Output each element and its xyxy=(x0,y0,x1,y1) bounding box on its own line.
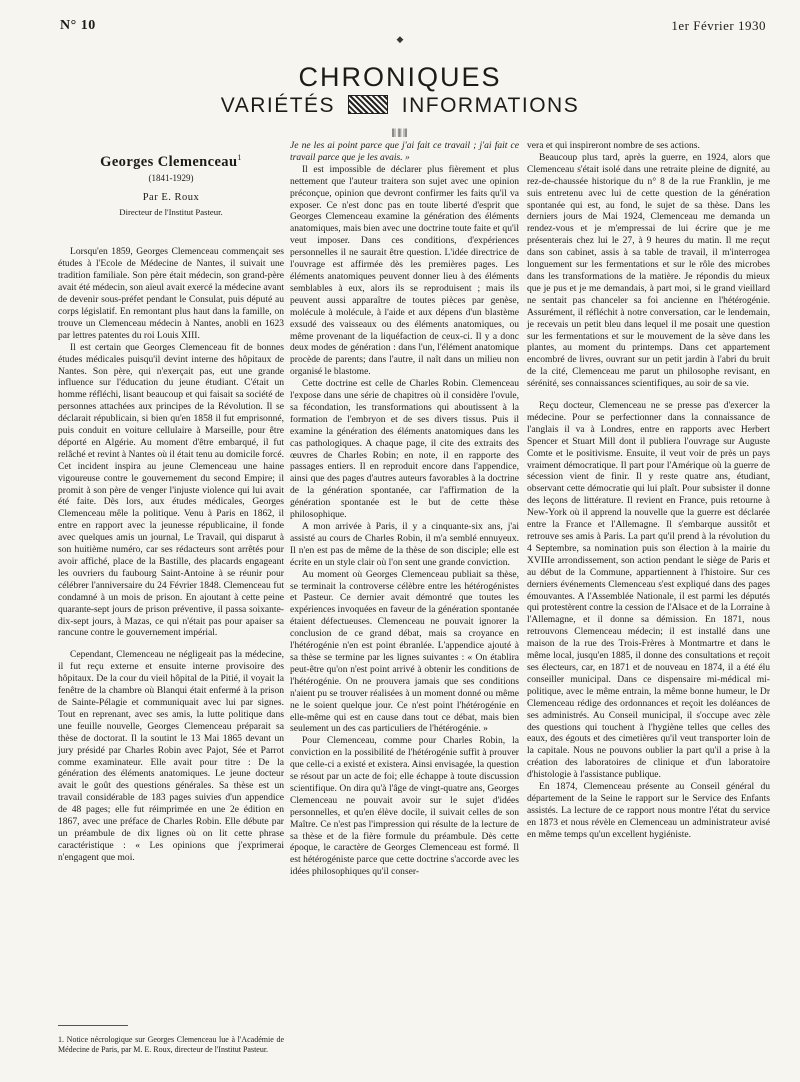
paragraph: Reçu docteur, Clemenceau ne se presse pas d'exercer la médecine. Pour se perfectionner dans la connaissance de l'anglais il va à Londres, entre en rapports avec Herbert Spencer et Stuart Mill dont il publiera l'ouvrage sur Auguste Comte et le positivisme. Ensuite, il veut voir de près un pays vraiment démocratique. Il part pour l'Amérique où la guerre de sécession vient de finir. Il y reste quatre ans, étudiant, observant cette démocratie qui lui plaît. Pour subsister il donne des leçons de littérature. Il revient en France, puis retourne à New-York où il apprend la nouvelle que la guerre est déclarée entre la France et l'Allemagne. Il s'embarque aussitôt et retrouve ses amis à Paris. La part qu'il prend à la révolution du 4 Septembre, sa nomination puis son élection à la mairie du XVIIIe arrondissement, son action pendant le siège de Paris et au début de la Commune, appartiennent à l'histoire. Sur ces derniers événements Clemenceau s'est expliqué dans des pages émouvantes. A l'Assemblée Nationale, il est parmi les députés qui protestèrent contre la cession de l'Alsace et de la Lorraine à l'Allemagne, et il donne sa démission. En 1871, nous retrouvons Clemenceau médecin; il est installé dans une maison de la rue des Trois-Frères à Montmartre et dans le même local, jusqu'en 1885, il donne des consultations et reçoit ses électeurs, car, en 1871 et de nouveau en 1874, il a été élu conseiller municipal. Dans ce dispensaire mi-médical mi-politique, avec le même entrain, la même bonne humeur, le Dr Clemenceau rédige des ordonnances et reçoit les doléances de ses administrés. Au Conseil municipal, il s'occupe avec zèle des questions qui touchent à l'hygiène telles que celles des eaux, des égouts et des cimetières qu'il veut transporter loin de la capitale. Nous ne pouvons oublier la part qu'il a prise à la création des laboratoires de clinique et d'un laboratoire d'histologie à l'assistance publique. xyxy=(527,400,770,781)
paragraph: A mon arrivée à Paris, il y a cinquante-six ans, j'ai assisté au cours de Charles Robin, il m'a semblé ennuyeux. Il n'en est pas de même de la thèse de son disciple; elle est écrite en un style clair où l'on sent une grande conviction. xyxy=(290,521,519,568)
paragraph: Pour Clemenceau, comme pour Charles Robin, la conviction en la possibilité de l'hétérogénie suffit à prouver que celle-ci a existé et existera. Ainsi envisagée, la question se résout par un acte de foi; elle échappe à toute discussion scientifique. On dira qu'à l'âge de vingt-quatre ans, Georges Clemenceau ne pouvait avoir sur le sujet d'idées personnelles, et qu'en élève docile, il suivait celles de son Maître. Ce n'est pas l'impression qui résulte de la lecture de sa thèse et de la fière formule du préambule. Dès cette époque, le caractère de Georges Clemenceau est formé. Il est hétérogéniste parce que cette doctrine s'accorde avec les idées philosophiques qu'il conser- xyxy=(290,735,519,878)
section-subtitle-right: INFORMATIONS xyxy=(401,94,580,117)
footnote: 1. Notice nécrologique sur Georges Clemenceau lue à l'Académie de Médecine de Paris, par M. E. Roux, directeur de l'Institut Pasteur. xyxy=(58,1035,284,1054)
section-subtitle-left: VARIÉTÉS xyxy=(220,94,336,117)
running-head xyxy=(60,18,766,34)
article-dates: (1841-1929) xyxy=(148,172,194,183)
author-role: Directeur de l'Institut Pasteur. xyxy=(119,206,223,217)
paragraph: Cette doctrine est celle de Charles Robin. Clemenceau l'expose dans une série de chapitres où il considère l'ovule, sa fécondation, les transformations qui aboutissent à la formation de l'embryon et de ses divers tissus. Puis il examine la génération des éléments anatomiques dans les cas pathologiques. A chaque page, il cite des extraits des œuvres de Charles Robin; en note, il en rapporte des passages entiers. Il en reproduit encore dans l'appendice, ainsi que des pages d'autres auteurs favorables à la doctrine de la génération spontanée, car l'affirmation de la génération spontanée est le but de cette thèse philosophique. xyxy=(290,378,519,521)
paragraph: vera et qui inspireront nombre de ses actions. xyxy=(527,140,700,151)
title-ornament: ⦀⦀⦀ xyxy=(391,128,409,140)
footnote-ref: 1 xyxy=(237,153,242,162)
section-title: CHRONIQUES xyxy=(298,62,502,92)
column-2 xyxy=(290,140,519,878)
column-3 xyxy=(527,140,770,841)
section-subtitle xyxy=(0,94,800,118)
issue-number: N° 10 xyxy=(60,18,96,33)
paragraph: Beaucoup plus tard, après la guerre, en 1924, alors que Clemenceau s'était isolé dans une retraite pleine de dignité, au rez-de-chaussée historique du n° 8 de la rue Franklin, je me suis entretenu avec lui de cette question de la génération spontanée qui est, au fond, le sujet de sa thèse. Dans les derniers jours de Mai 1924, Clemenceau me demanda un rendez-vous et je m'empressai de lui écrire que je me présenterais chez lui le 27, à 9 heures du matin. Il me reçut dans son cabinet, assis à sa table de travail, il m'interrogea longuement sur les fermentations et sur le rôle des microbes dans les transformations de la matière. Je répondis du mieux que je pus et je me demandais, à part moi, si le grand vieillard ne sentait pas chanceler sa foi ancienne en l'hétérogénie. Assurément, il réfléchit à notre conversation, car le lendemain, je recevais un petit bleu dans lequel il me posait une question sur les fermentations et sur le mouvement de la sève dans les plantes, au moment du printemps. Dans cet appartement encombré de livres, ouvrant sur un petit jardin à l'abri du bruit de la cité, Clemenceau me parut un philosophe revisant, en sérénité, ses connaissances scientifiques, au soir de sa vie. xyxy=(527,151,770,390)
article-title: Georges Clemenceau$^1$ xyxy=(100,153,242,170)
paragraph: Cependant, Clemenceau ne négligeait pas la médecine, il fut reçu externe et ensuite interne provisoire des hôpitaux. De la cour du vieil hôpital de la Pitié, il voyait la fenêtre de la chambre où Blanqui était enfermé à la prison de Sainte-Pélagie et communiquait avec lui par signes. Tout en reprenant, avec ses amis, la lutte politique dans une feuille nouvelle, Georges Clemenceau préparait sa thèse de doctorat. Il la soutint le 13 Mai 1865 devant un jury présidé par Charles Robin avec Pajot, Sée et Parrot comme examinateur. Elle avait pour titre : De la génération des éléments anatomiques. Le jeune docteur avait le goût des questions générales. Sa thèse est un travail considérable de 183 pages suivies d'un appendice de 48 pages; elle fut réimprimée en une 2e édition en 1867, avec une préface de Charles Robin. Elle débute par un préambule de dix lignes où on lit cette phrase caractéristique : « Les opinions que j'exprimerai n'engagent que moi. xyxy=(58,649,284,863)
seal-icon xyxy=(348,95,388,114)
header-ornament: ◆ xyxy=(396,34,404,44)
paragraph: Il est certain que Georges Clemenceau fit de bonnes études médicales puisqu'il devint interne des hôpitaux de Nantes. Son père, qui n'exerçait pas, eut une grande influence sur l'éducation du jeune étudiant. C'était un homme réfléchi, lisant beaucoup et qui faisait sa société de personnes attachées aux principes de la Révolution. Il se déclarait républicain, si bien qu'en 1858 il fut emprisonné, puis conduit en voiture cellulaire à Marseille, pour être déporté en Algérie. Au moment d'être embarqué, il fut relâché et revint à Nantes où il était tenu au domicile forcé. Cet incident inspira au jeune Clemenceau une haine vigoureuse contre le gouvernement du second Empire; il promit à son père de venger l'injuste violence qui lui avait été faite. Dès lors, aux études médicales, Georges Clemenceau mêle la politique. Venu à Paris en 1862, il entre en rapport avec la jeunesse républicaine, il fonde avec quelques amis un journal, Le Travail, qui disparut à son huitième numéro, car ses rédacteurs sont arrêtés pour avoir affiché, place de la Bastille, des placards engageant les ouvriers du faubourg Saint-Antoine à se réunir pour célébrer l'anniversaire du 24 Février 1848. Clemenceau fut condamné à un mois de prison. En ajoutant à cette peine quarante-sept jours de prison préventive, il passa soixante-dix-sept jours, à Mazas, ce qui n'était pas pour apaiser sa rancune contre le gouvernement impérial. xyxy=(58,341,284,639)
paragraph: Il est impossible de déclarer plus fièrement et plus nettement que l'auteur traitera son sujet avec une opinion préconçue, opinion que devront confirmer les faits qu'il va exposer. Ce n'est donc pas en toute liberté d'esprit que Georges Clemenceau examine la génération des éléments anatomiques, mais bien avec une doctrine toute faite et qu'il veut imposer. Dans ces conditions, d'expériences personnelles il ne saurait être question. L'idée directrice de l'ouvrage est affirmée dès les premières pages. Les éléments anatomiques peuvent donner lieu à des éléments semblables à eux, alors ils se reproduisent ; mais ils peuvent aussi apparaître de toutes pièces par genèse, molécule à molécule, à l'aide et aux dépens d'un blastème exsudé des vaisseaux ou des éléments anatomiques, ou même provenant de la liquéfaction de ceux-ci. Il y a donc deux modes de génération : dans l'un, l'élément anatomique procède de parents; dans l'autre, il naît dans un milieu non organisé le blastome. xyxy=(290,163,519,378)
column-1 xyxy=(58,140,284,864)
paragraph: En 1874, Clemenceau présente au Conseil général du département de la Seine le rapport sur le Service des Enfants assistés. La lecture de ce rapport nous montre l'état du service en 1873 et nous révèle en Clemenceau un administrateur avisé en même temps qu'un excellent hygiéniste. xyxy=(527,781,770,840)
article-byline: Par E. Roux xyxy=(142,191,200,203)
article-header xyxy=(58,152,284,218)
paragraph: Je ne les ai point parce que j'ai fait ce travail ; j'ai fait ce travail parce que je les avais. » xyxy=(290,140,519,163)
issue-date: 1er Février 1930 xyxy=(671,18,766,33)
paragraph: Lorsqu'en 1859, Georges Clemenceau commençait ses études à l'Ecole de Médecine de Nantes, il suivait une tradition familiale. Son père était médecin, son grand-père avait été médecin, son aïeul avait exercé la médecine avant de devenir sous-préfet pendant le Consulat, puis député au corps législatif. En remontant plus haut dans la famille, on trouve un Clemenceau médecin à Nantes, anobli en 1623 par lettres patentes du roi Louis XIII. xyxy=(58,246,284,341)
paragraph: Au moment où Georges Clemenceau publiait sa thèse, se terminait la controverse célèbre entre les hétérogénistes et Pasteur. Ce dernier avait démontré que toutes les expériences invoquées en faveur de la génération spontanée étaient défectueuses. Clemenceau ne pouvait ignorer la conclusion de ce grand débat, mais sa croyance en l'hétérogénie n'en est point ébranlée. L'appendice ajouté à sa thèse se termine par les lignes suivantes : « On établira peut-être qu'on n'est point arrivé à obtenir les conditions de l'hétérogénie. On ne prouvera jamais que ses conditions n'aient pu se trouver réalisées à un moment donné ou même ne le soient quelque jour. Ce n'est point l'hétérogénie en elle-même qui est en cause dans tout ce débat, mais bien seulement un des cas particuliers de l'hétérogénie. » xyxy=(290,568,519,735)
